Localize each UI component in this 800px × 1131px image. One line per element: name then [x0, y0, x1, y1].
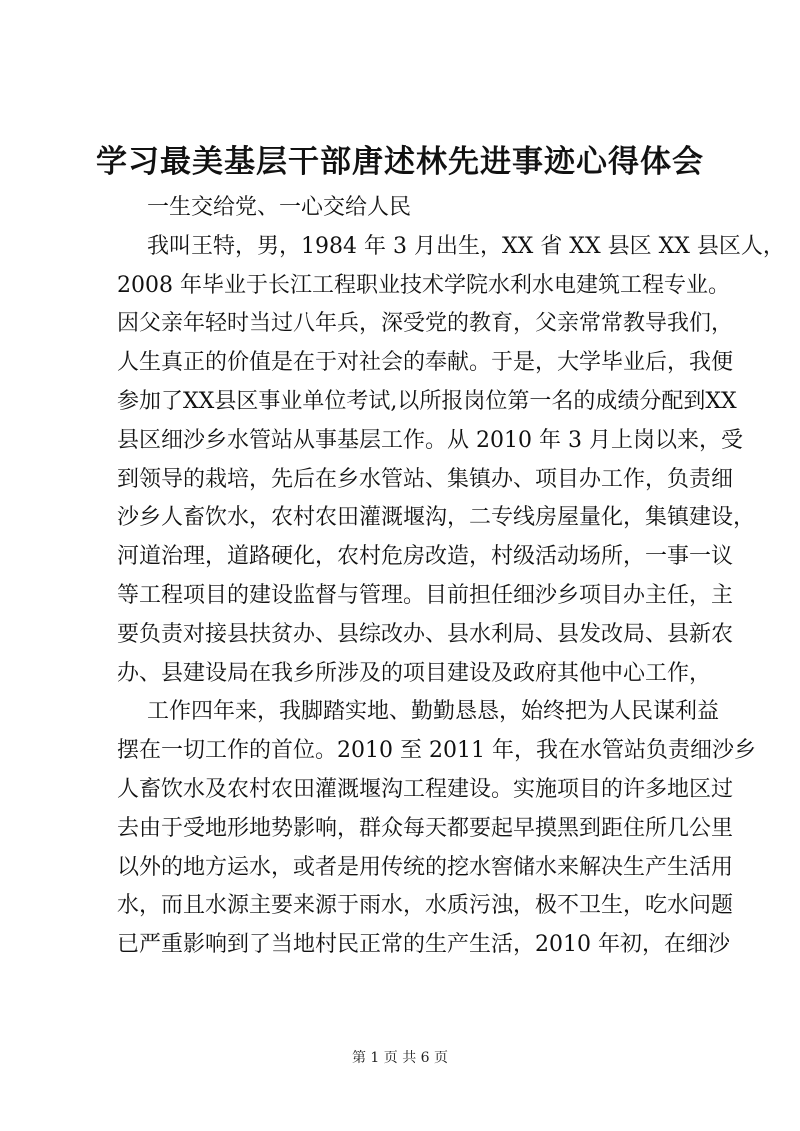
document-body: [117, 189, 785, 965]
paragraph-line: 到领导的栽培，先后在乡水管站、集镇办、项目办工作，负责细: [117, 466, 734, 492]
paragraph-line: 人畜饮水及农村农田灌溉堰沟工程建设。实施项目的许多地区过: [117, 776, 734, 802]
paragraph-2: [117, 693, 756, 965]
paragraph-line: 河道治理，道路硬化，农村危房改造，村级活动场所，一事一议: [117, 544, 734, 570]
paragraph-line: 以外的地方运水，或者是用传统的挖水窖储水来解决生产生活用: [117, 854, 734, 880]
paragraph-line: 我叫王特，男，1984 年 3 月出生，XX 省 XX 县区 XX 县区人，: [147, 233, 785, 259]
paragraph-1: [117, 228, 785, 694]
paragraph-line: 水，而且水源主要来源于雨水，水质污浊，极不卫生，吃水问题: [117, 893, 734, 919]
paragraph-line: 去由于受地形地势影响，群众每天都要起早摸黑到距住所几公里: [117, 815, 734, 841]
paragraph-line: 参加了XX县区事业单位考试,以所报岗位第一名的成绩分配到XX: [117, 388, 737, 414]
paragraph-line: 人生真正的价值是在于对社会的奉献。于是，大学毕业后，我便: [117, 350, 734, 376]
paragraph-line: 县区细沙乡水管站从事基层工作。从 2010 年 3 月上岗以来，受: [117, 427, 743, 453]
paragraph-line: 沙乡人畜饮水，农村农田灌溉堰沟，二专线房屋量化，集镇建设，: [117, 505, 756, 531]
paragraph-line: 工作四年来，我脚踏实地、勤勤恳恳，始终把为人民谋利益: [147, 699, 720, 725]
document-subtitle: 一生交给党、一心交给人民: [147, 195, 412, 220]
paragraph-line: 办、县建设局在我乡所涉及的项目建设及政府其他中心工作，: [117, 660, 712, 686]
paragraph-line: 因父亲年轻时当过八年兵，深受党的教育，父亲常常教导我们，: [117, 311, 734, 337]
paragraph-line: 摆在一切工作的首位。2010 至 2011 年，我在水管站负责细沙乡: [117, 738, 756, 764]
page-number-footer: 第 1 页 共 6 页: [351, 1050, 449, 1066]
paragraph-line: 等工程项目的建设监督与管理。目前担任细沙乡项目办主任，主: [117, 582, 734, 608]
paragraph-line: 要负责对接县扶贫办、县综改办、县水利局、县发改局、县新农: [117, 621, 734, 647]
paragraph-line: 2008 年毕业于长江工程职业技术学院水利水电建筑工程专业。: [117, 272, 730, 298]
document-title: 学习最美基层干部唐述林先进事迹心得体会: [96, 144, 704, 180]
paragraph-line: 已严重影响到了当地村民正常的生产生活，2010 年初，在细沙: [117, 932, 730, 958]
